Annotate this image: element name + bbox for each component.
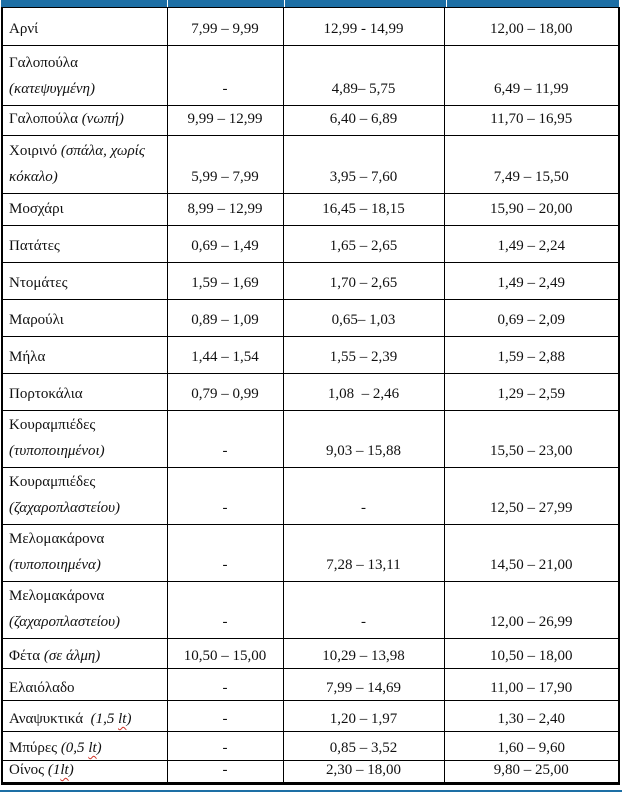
- header-cell-remnant: [285, 0, 446, 7]
- product-name: Αρνί: [9, 21, 39, 37]
- product-name-qualifier: (ζαχαροπλαστείου): [9, 500, 121, 516]
- header-cell-remnant: [168, 0, 284, 7]
- table-row: [2, 411, 619, 468]
- product-name-cell: [2, 525, 167, 582]
- product-name-cell: [2, 582, 167, 639]
- product-name-cell: [2, 46, 167, 106]
- price-range-cell: 10,50 – 15,00: [167, 639, 283, 669]
- product-name-cell: [2, 468, 167, 525]
- table-row: [2, 8, 619, 46]
- price-range-cell: 9,80 – 25,00: [444, 761, 619, 784]
- table-row: [2, 468, 619, 525]
- price-range-cell: -: [167, 525, 283, 582]
- price-range-cell: -: [167, 582, 283, 639]
- price-range-cell: 1,49 – 2,49: [444, 263, 619, 300]
- price-range-cell: 9,99 – 12,99: [167, 106, 283, 136]
- header-cell-remnant: [447, 0, 619, 7]
- product-name: Γαλοπούλα: [9, 55, 82, 71]
- bottom-blue-rule: [0, 790, 622, 792]
- product-name-cell: [2, 337, 167, 374]
- table-row: [2, 732, 619, 761]
- price-range-cell: 10,29 – 13,98: [283, 639, 444, 669]
- product-name: Μπύρες: [9, 740, 61, 756]
- product-name-qualifier: (ζαχαροπλαστείου): [9, 614, 121, 630]
- price-range-cell: 1,20 – 1,97: [283, 701, 444, 732]
- table-row: [2, 226, 619, 263]
- price-range-cell: 1,70 – 2,65: [283, 263, 444, 300]
- price-range-cell: 0,89 – 1,09: [167, 300, 283, 337]
- product-name: Χοιρινό: [9, 143, 61, 159]
- product-name: Γαλοπούλα: [9, 111, 82, 127]
- price-range-cell: -: [167, 701, 283, 732]
- product-name: Μοσχάρι: [9, 201, 64, 217]
- product-name: Πορτοκάλια: [9, 386, 83, 402]
- price-range-cell: 1,29 – 2,59: [444, 374, 619, 411]
- price-range-cell: 3,95 – 7,60: [283, 136, 444, 194]
- product-name-cell: [2, 411, 167, 468]
- price-range-cell: 1,55 – 2,39: [283, 337, 444, 374]
- table-row: [2, 194, 619, 226]
- price-range-cell: 14,50 – 21,00: [444, 525, 619, 582]
- price-range-cell: 0,79 – 0,99: [167, 374, 283, 411]
- product-name-cell: [2, 639, 167, 669]
- product-name-qualifier: (0,5 lt): [60, 740, 102, 756]
- product-name-cell: [2, 106, 167, 136]
- product-name: Οίνος: [9, 762, 48, 778]
- price-range-cell: 15,90 – 20,00: [444, 194, 619, 226]
- price-range-cell: 0,65– 1,03: [283, 300, 444, 337]
- price-range-cell: 0,85 – 3,52: [283, 732, 444, 761]
- price-range-cell: -: [167, 669, 283, 701]
- price-range-cell: 12,00 – 26,99: [444, 582, 619, 639]
- price-table: [1, 7, 620, 785]
- price-range-cell: 1,08 – 2,46: [283, 374, 444, 411]
- table-row: [2, 300, 619, 337]
- product-name: Ντομάτες: [9, 275, 68, 291]
- table-row: [2, 46, 619, 106]
- price-range-cell: 10,50 – 18,00: [444, 639, 619, 669]
- price-range-cell: 12,00 – 18,00: [444, 8, 619, 46]
- product-name: Πατάτες: [9, 238, 60, 254]
- price-range-cell: 12,99 - 14,99: [283, 8, 444, 46]
- price-range-cell: 5,99 – 7,99: [167, 136, 283, 194]
- price-range-cell: 6,40 – 6,89: [283, 106, 444, 136]
- product-name-cell: [2, 669, 167, 701]
- product-name-qualifier: (κατεψυγμένη): [9, 81, 95, 97]
- table-row: [2, 582, 619, 639]
- spellcheck-word: lt: [88, 740, 97, 756]
- product-name-cell: [2, 732, 167, 761]
- price-range-cell: 12,50 – 27,99: [444, 468, 619, 525]
- header-cell-remnant: [1, 0, 167, 7]
- price-range-cell: 11,00 – 17,90: [444, 669, 619, 701]
- product-name-qualifier: (1lt): [47, 762, 74, 778]
- table-row: [2, 337, 619, 374]
- price-range-cell: 0,69 – 1,49: [167, 226, 283, 263]
- product-name-qualifier: (1,5 lt): [90, 711, 132, 727]
- spellcheck-word: lt: [118, 711, 127, 727]
- table-row: [2, 639, 619, 669]
- table-row: [2, 374, 619, 411]
- product-name-qualifier: (τυποποιημένα): [9, 557, 101, 573]
- product-name: Ελαιόλαδο: [9, 680, 75, 696]
- product-name-qualifier: (σπάλα, χωρίς κόκαλο): [9, 143, 149, 185]
- price-range-cell: 16,45 – 18,15: [283, 194, 444, 226]
- price-range-cell: -: [167, 468, 283, 525]
- product-name: Μελομακάρονα: [9, 531, 108, 547]
- product-name-cell: [2, 194, 167, 226]
- price-range-cell: -: [283, 582, 444, 639]
- price-range-cell: 7,28 – 13,11: [283, 525, 444, 582]
- product-name: Αναψυκτικά: [9, 711, 91, 727]
- product-name: Μελομακάρονα: [9, 588, 108, 604]
- table-row: [2, 106, 619, 136]
- price-range-cell: 11,70 – 16,95: [444, 106, 619, 136]
- product-name-cell: [2, 263, 167, 300]
- table-row: [2, 525, 619, 582]
- price-range-cell: 1,60 – 9,60: [444, 732, 619, 761]
- product-name-cell: [2, 226, 167, 263]
- price-range-cell: 2,30 – 18,00: [283, 761, 444, 784]
- price-range-cell: 7,49 – 15,50: [444, 136, 619, 194]
- product-name: Κουραμπιέδες: [9, 474, 100, 490]
- price-range-cell: 0,69 – 2,09: [444, 300, 619, 337]
- product-name: Κουραμπιέδες: [9, 417, 100, 433]
- product-name-cell: [2, 701, 167, 732]
- table-row: [2, 701, 619, 732]
- price-range-cell: 1,49 – 2,24: [444, 226, 619, 263]
- table-row: [2, 669, 619, 701]
- price-range-cell: 8,99 – 12,99: [167, 194, 283, 226]
- header-row-remnant: [0, 0, 622, 7]
- product-name: Μαρούλι: [9, 312, 64, 328]
- price-range-cell: -: [167, 46, 283, 106]
- price-range-cell: 7,99 – 9,99: [167, 8, 283, 46]
- price-range-cell: 1,59 – 2,88: [444, 337, 619, 374]
- price-range-cell: -: [167, 732, 283, 761]
- table-row: [2, 136, 619, 194]
- product-name-cell: [2, 761, 167, 784]
- product-name: Φέτα: [9, 648, 44, 664]
- price-range-cell: 1,30 – 2,40: [444, 701, 619, 732]
- price-range-cell: -: [167, 411, 283, 468]
- price-range-cell: 4,89– 5,75: [283, 46, 444, 106]
- product-name-qualifier: (σε άλμη): [43, 648, 101, 664]
- price-range-cell: 1,44 – 1,54: [167, 337, 283, 374]
- price-range-cell: 15,50 – 23,00: [444, 411, 619, 468]
- product-name-cell: [2, 8, 167, 46]
- product-name-cell: [2, 136, 167, 194]
- table-row: [2, 761, 619, 784]
- price-range-cell: 1,65 – 2,65: [283, 226, 444, 263]
- price-range-cell: -: [167, 761, 283, 784]
- product-name-qualifier: (νωπή): [81, 111, 124, 127]
- price-range-cell: 9,03 – 15,88: [283, 411, 444, 468]
- spellcheck-word: lt: [60, 762, 69, 778]
- product-name-cell: [2, 374, 167, 411]
- product-name: Μήλα: [9, 349, 46, 365]
- price-range-cell: 1,59 – 1,69: [167, 263, 283, 300]
- table-row: [2, 263, 619, 300]
- price-table-body: [2, 8, 619, 784]
- price-range-cell: -: [283, 468, 444, 525]
- price-range-cell: 6,49 – 11,99: [444, 46, 619, 106]
- product-name-cell: [2, 300, 167, 337]
- product-name-qualifier: (τυποποιημένοι): [9, 443, 105, 459]
- price-range-cell: 7,99 – 14,69: [283, 669, 444, 701]
